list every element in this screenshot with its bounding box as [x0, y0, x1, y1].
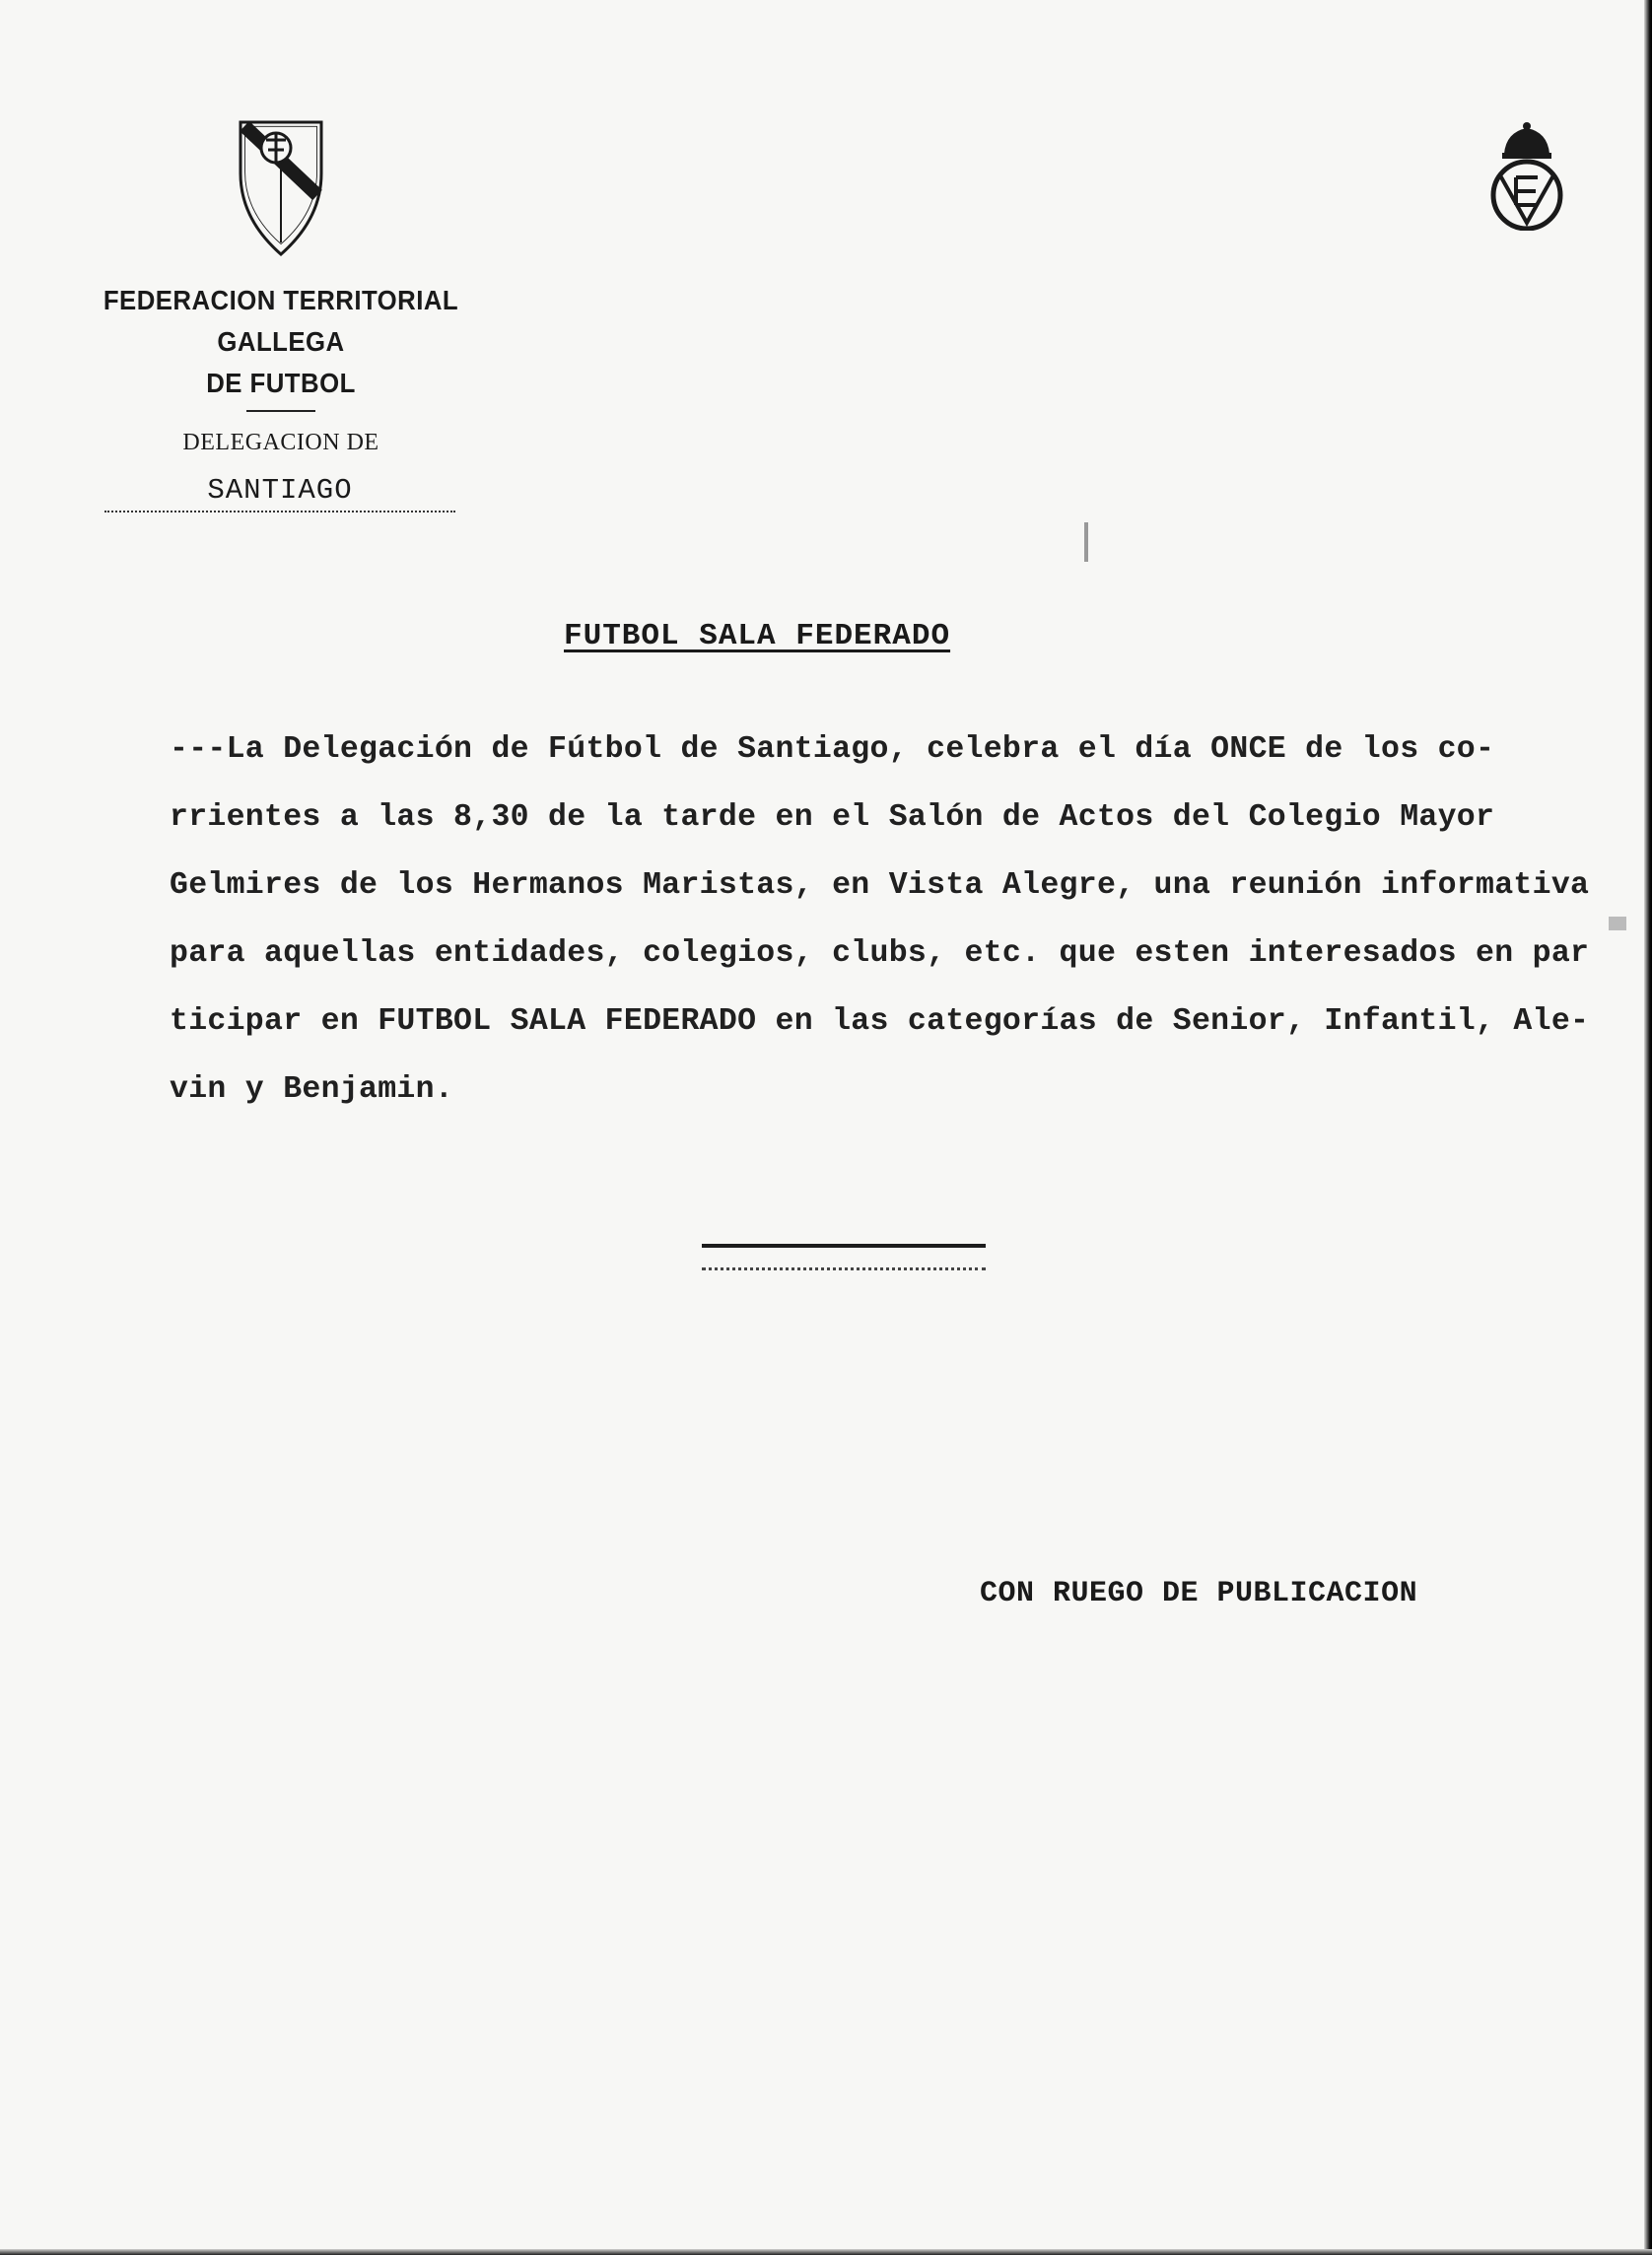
federation-shield-icon [237, 116, 325, 256]
paper-mark [1609, 917, 1626, 930]
body-line: vin y Benjamin. [170, 1072, 454, 1107]
closing-divider [702, 1244, 986, 1248]
letterhead [59, 116, 503, 512]
letterhead-divider [246, 410, 315, 412]
body-line: ---La Delegación de Fútbol de Santiago, celebra el día ONCE de los co- [170, 732, 1495, 767]
delegation-city: SANTIAGO [104, 474, 455, 512]
body-line: ticipar en FUTBOL SALA FEDERADO en las categorías de Senior, Infantil, Ale- [170, 1004, 1590, 1039]
scan-edge-right [1644, 0, 1652, 2255]
body-text [170, 716, 1648, 1124]
document-title: FUTBOL SALA FEDERADO [564, 619, 951, 653]
paper-mark [1084, 522, 1088, 562]
closing-note: CON RUEGO DE PUBLICACION [980, 1577, 1418, 1610]
organization-name [77, 280, 485, 404]
organization-name-line1: FEDERACION TERRITORIAL GALLEGA [103, 285, 459, 357]
body-line: Gelmires de los Hermanos Maristas, en Vista Alegre, una reunión informativa [170, 868, 1590, 903]
delegation-label: DELEGACION DE [182, 430, 379, 455]
scan-edge-bottom [0, 2249, 1652, 2255]
body-line: para aquellas entidades, colegios, clubs, etc. que esten interesados en par [170, 936, 1590, 971]
body-line: rrientes a las 8,30 de la tarde en el Salón de Actos del Colegio Mayor [170, 800, 1495, 835]
organization-name-line2: DE FUTBOL [206, 368, 356, 398]
royal-crown-crest-icon [1486, 120, 1567, 231]
closing-dotted-divider [702, 1267, 986, 1270]
